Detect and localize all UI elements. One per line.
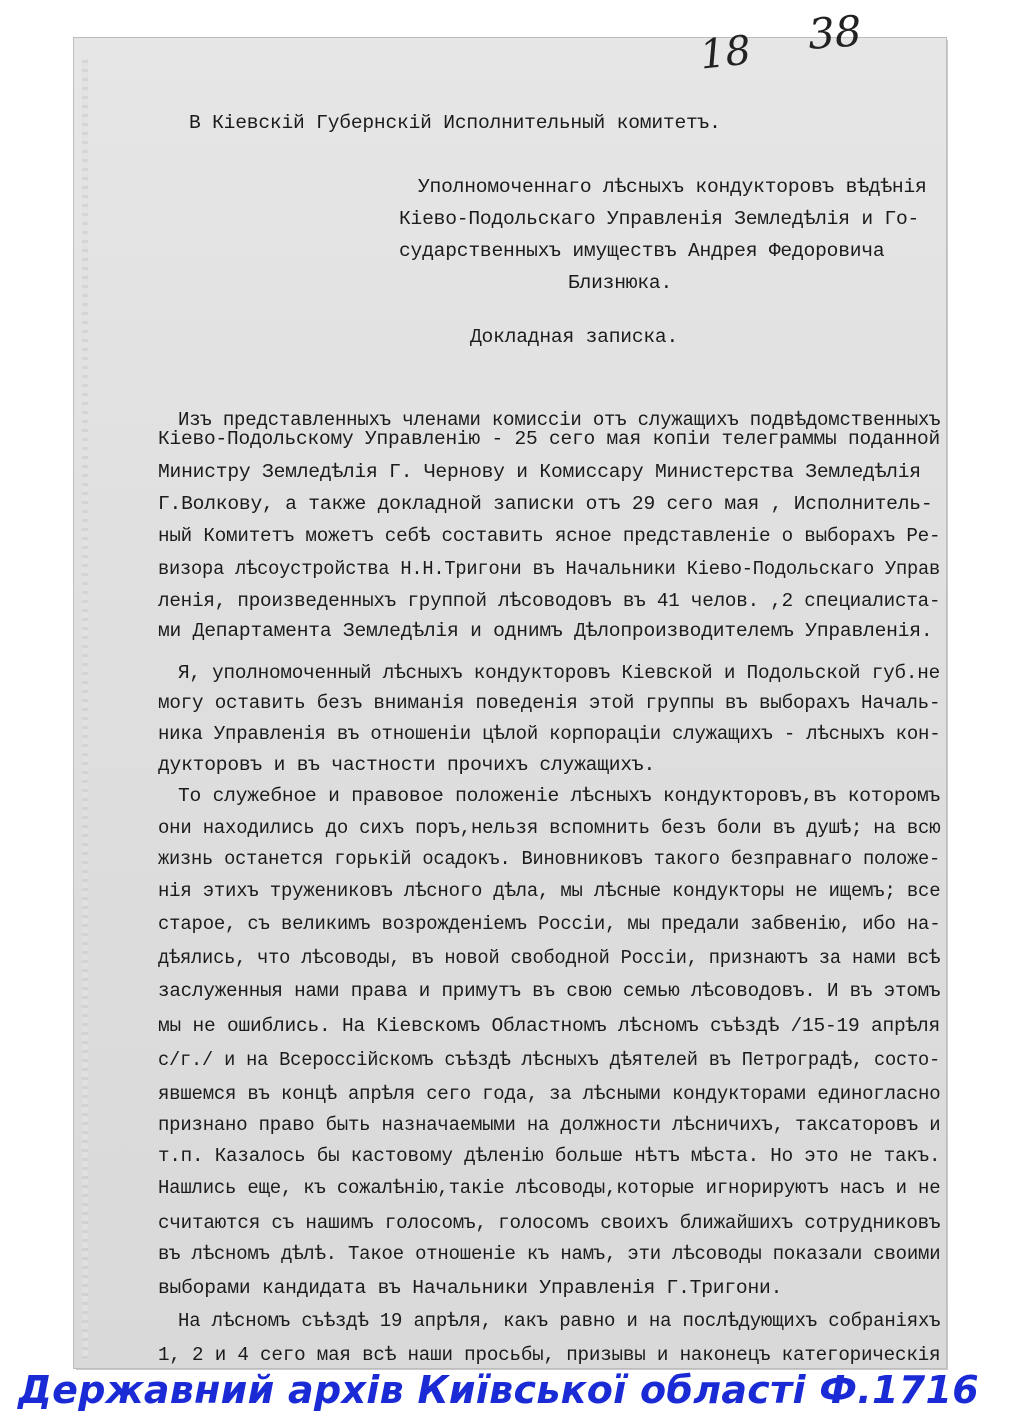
body-line: т.п. Казалось бы кастовому дѣленію больше нѣтъ мѣста. Но это не такъ.: [158, 1145, 941, 1167]
page-number-left: 18: [697, 27, 754, 79]
body-line: визора лѣсоустройства Н.Н.Тригони въ Начальники Кіево-Подольскаго Управ: [158, 558, 941, 580]
body-line: заслуженныя нами права и примутъ въ свою семью лѣсоводовъ. И въ этомъ: [158, 980, 941, 1002]
body-line: признано право быть назначаемыми на должности лѣсничихъ, таксаторовъ и: [158, 1114, 941, 1136]
body-line: Кіево-Подольскому Управленію - 25 сего мая копіи телеграммы поданной: [158, 428, 941, 450]
body-line: они находились до сихъ поръ,нельзя вспомнить безъ боли въ душѣ; на всю: [158, 817, 941, 839]
sender-line: Кіево-Подольскаго Управленія Земледѣлія и Го-: [399, 208, 920, 230]
body-line: дѣялись, что лѣсоводы, въ новой свободной Россіи, признаютъ за нами всѣ: [158, 947, 941, 969]
body-line: На лѣсномъ съѣздѣ 19 апрѣля, какъ равно и на послѣдующихъ собраніяхъ: [178, 1310, 941, 1332]
body-line: То служебное и правовое положеніе лѣсныхъ кондукторовъ,въ которомъ: [178, 785, 941, 807]
body-line: мы не ошиблись. На Кіевскомъ Областномъ лѣсномъ съѣздѣ /15-19 апрѣля: [158, 1015, 941, 1037]
body-line: ленія, произведенныхъ группой лѣсоводовъ въ 41 челов. ,2 специалиста-: [158, 590, 941, 612]
body-line: Г.Волкову, а также докладной записки отъ 29 сего мая , Исполнитель-: [158, 493, 933, 515]
body-line: Министру Земледѣлія Г. Чернову и Комиссару Министерства Земледѣлія: [158, 461, 921, 483]
body-line: ми Департамента Земледѣлія и однимъ Дѣлопроизводителемъ Управленія.: [158, 620, 933, 642]
body-line: нія этихъ тружениковъ лѣсного дѣла, мы лѣсные кондукторы не ищемъ; все: [158, 880, 941, 902]
body-line: дукторовъ и въ частности прочихъ служащихъ.: [158, 754, 656, 776]
sender-line: сударственныхъ имуществъ Андрея Федоровича: [399, 240, 885, 262]
sender-line: Уполномоченнаго лѣсныхъ кондукторовъ вѣдѣнія: [418, 176, 927, 198]
document-heading: Докладная записка.: [470, 326, 679, 348]
body-line: Нашлись еще, къ сожалѣнію,такіе лѣсоводы,которые игнорируютъ насъ и не: [158, 1177, 941, 1199]
page-number-right: 38: [806, 6, 864, 59]
body-line: с/г./ и на Всероссійскомъ съѣздѣ лѣсныхъ дѣятелей въ Петроградѣ, состо-: [158, 1049, 941, 1071]
body-line: старое, съ великимъ возрожденіемъ Россіи, мы предали забвенію, ибо на-: [158, 913, 941, 935]
archive-watermark: Державний архів Київської області Ф.1716: [18, 1368, 979, 1412]
body-line: ный Комитетъ можетъ себѣ составить ясное представленіе о выборахъ Ре-: [158, 525, 941, 547]
addressee: В Кіевскій Губернскій Исполнительный комитетъ.: [189, 112, 721, 134]
body-line: ника Управленія въ отношеніи цѣлой корпораціи служащихъ - лѣсныхъ кон-: [158, 723, 941, 745]
body-line: 1, 2 и 4 сего мая всѣ наши просьбы, призывы и наконецъ категорическія: [158, 1344, 941, 1366]
body-line: выборами кандидата въ Начальники Управленія Г.Тригони.: [158, 1277, 783, 1299]
body-line: Изъ представленныхъ членами комиссіи отъ служащихъ подвѣдомственныхъ: [178, 409, 941, 431]
body-line: въ лѣсномъ дѣлѣ. Такое отношеніе къ намъ, эти лѣсоводы показали своими: [158, 1243, 941, 1265]
body-line: Я, уполномоченный лѣсныхъ кондукторовъ Кіевской и Подольской губ.не: [178, 662, 941, 684]
body-line: считаются съ нашимъ голосомъ, голосомъ своихъ ближайшихъ сотрудниковъ: [158, 1212, 941, 1234]
sender-line: Близнюка.: [568, 272, 673, 294]
body-line: явшемся въ концѣ апрѣля сего года, за лѣсными кондукторами единогласно: [158, 1083, 941, 1105]
body-line: жизнь останется горькій осадокъ. Виновниковъ такого безправнаго положе-: [158, 848, 941, 870]
body-line: могу оставить безъ вниманія поведенія этой группы въ выборахъ Началь-: [158, 692, 941, 714]
